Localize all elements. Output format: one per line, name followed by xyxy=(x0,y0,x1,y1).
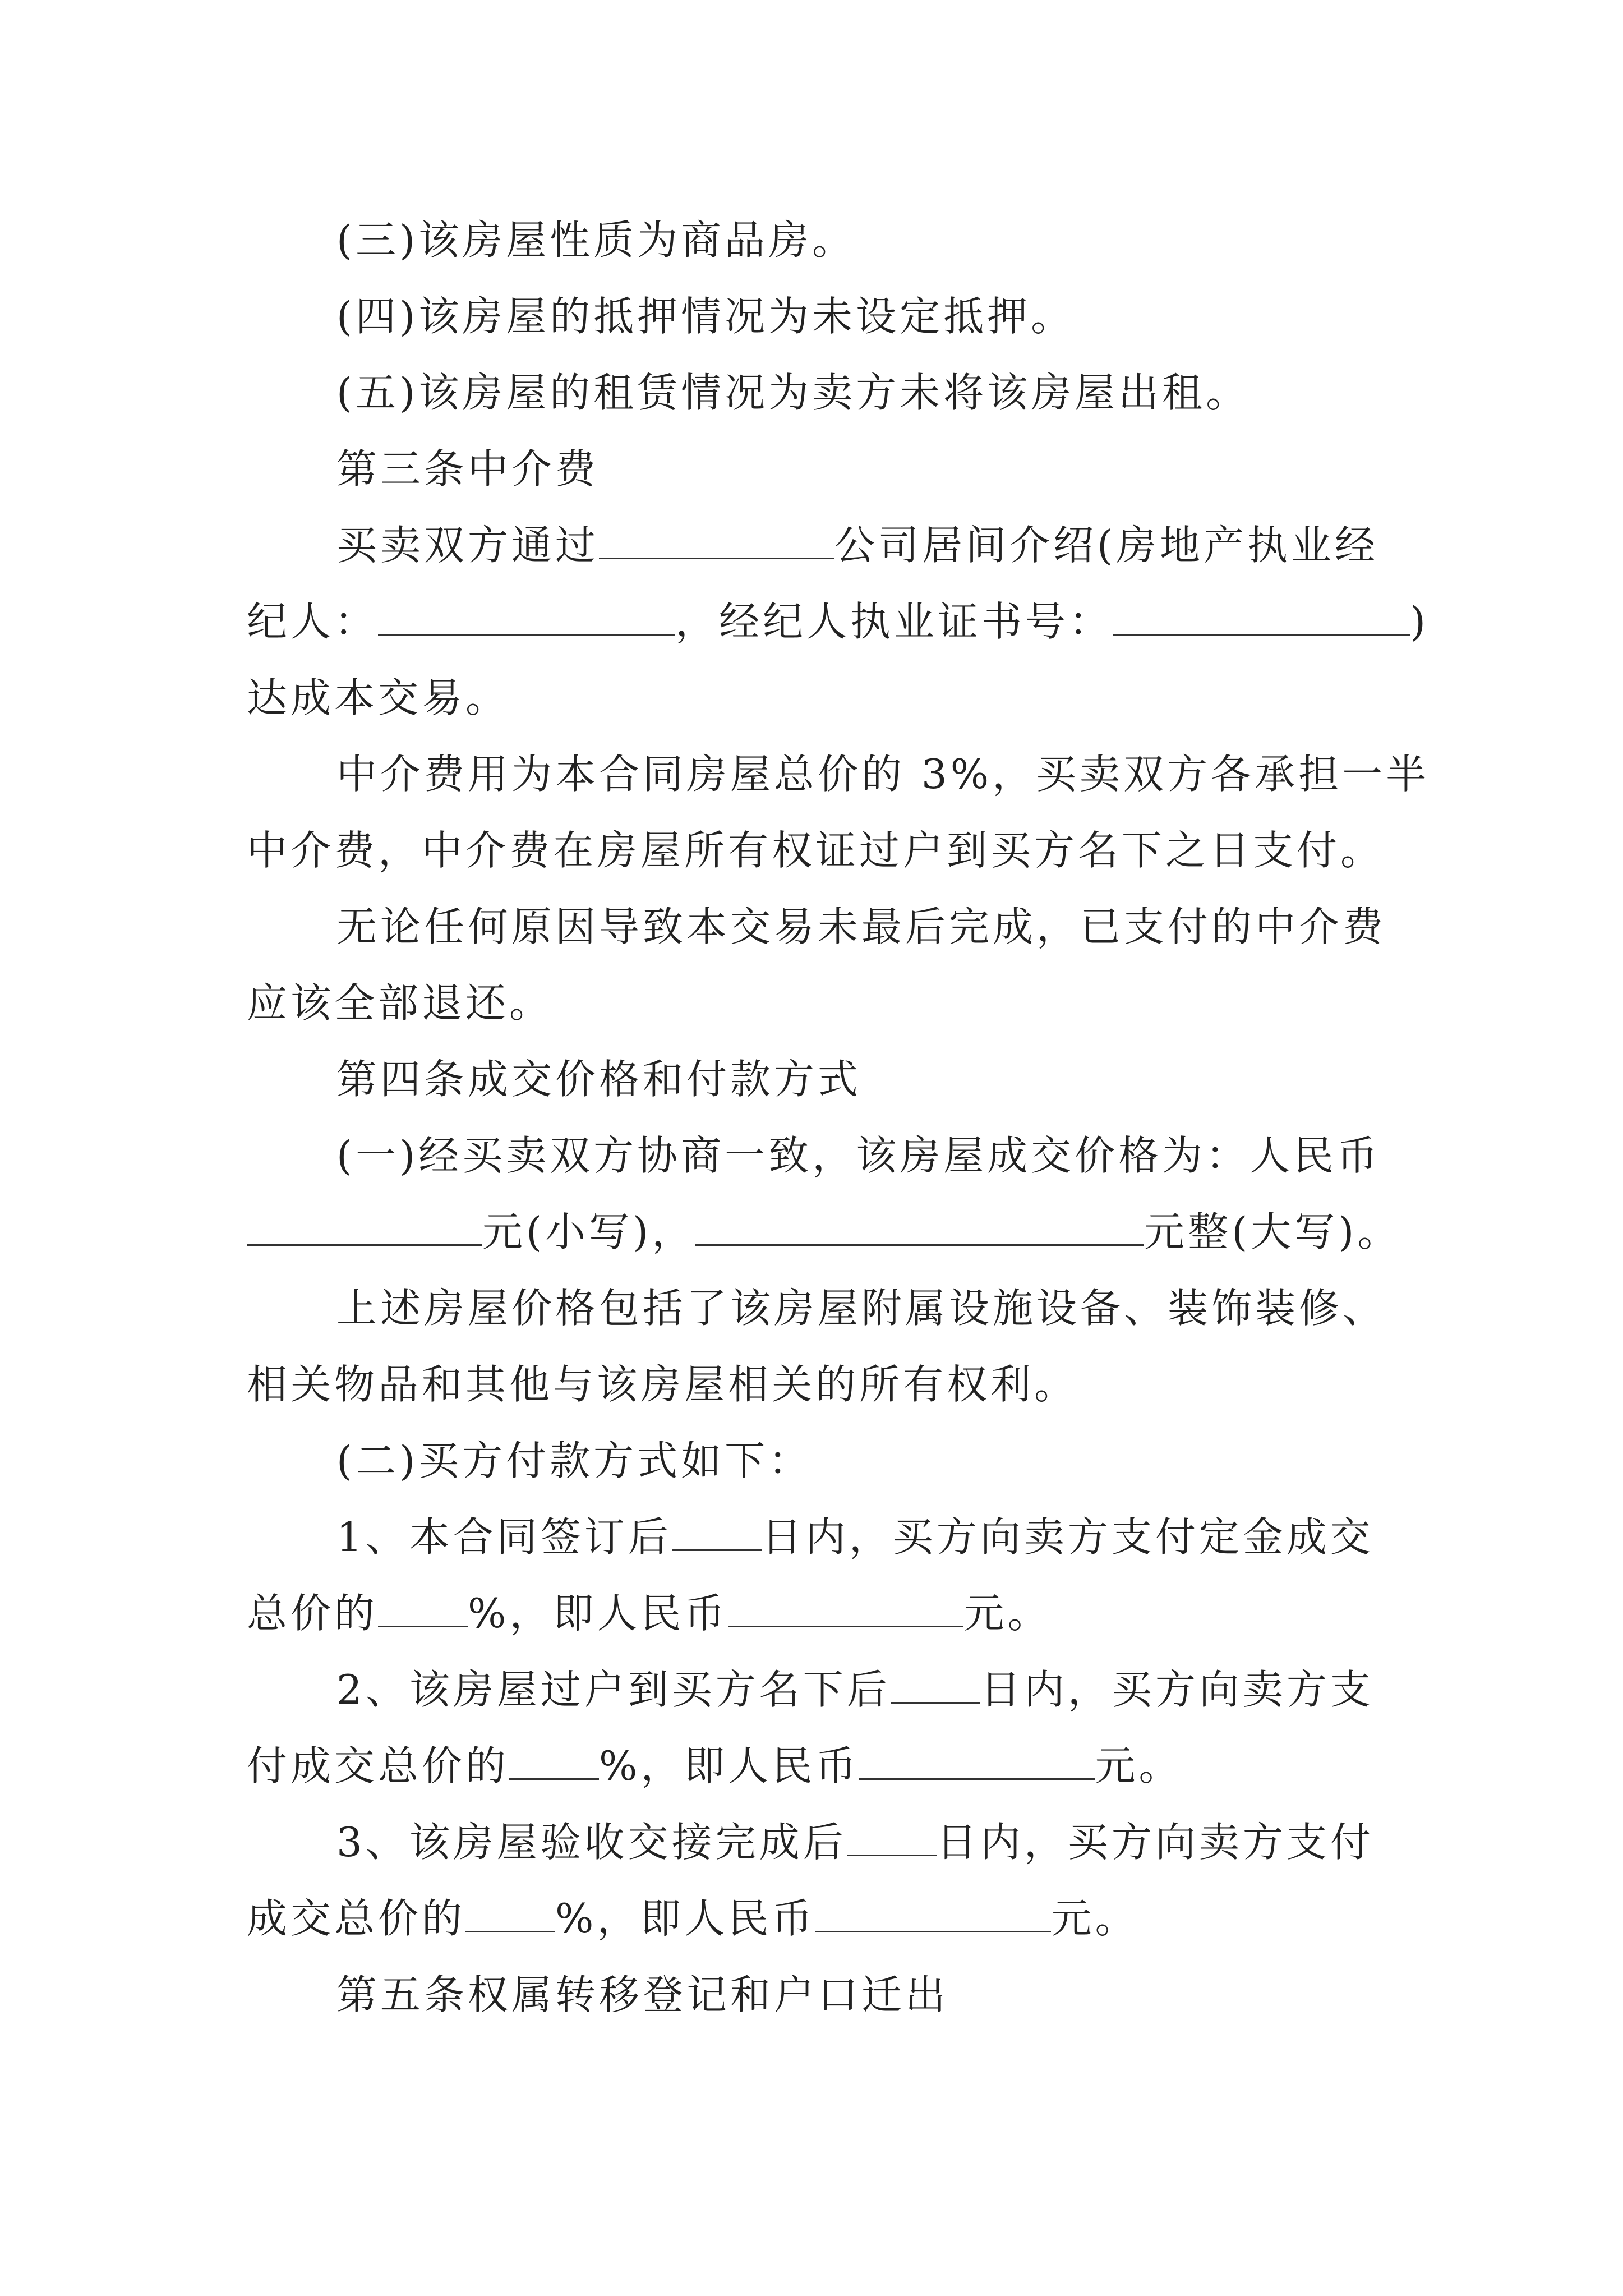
text: (一)经买卖双方协商一致，该房屋成交价格为：人民币 xyxy=(336,1132,1381,1179)
paragraph-price-line-2 xyxy=(247,1194,1447,1270)
paragraph-agency-line-2 xyxy=(247,583,1447,660)
text: %，即人民币 xyxy=(468,1590,728,1637)
text: 1、本合同签订后 xyxy=(336,1513,672,1561)
article-heading: 第三条中介费 xyxy=(336,445,600,493)
text: %，即人民币 xyxy=(555,1895,816,1942)
text: 总价的 xyxy=(247,1590,379,1637)
text: 中介费用为本合同房屋总价的 3%，买卖双方各承担一半 xyxy=(336,751,1430,798)
text: 元。 xyxy=(1095,1742,1183,1789)
text: 买卖双方通过 xyxy=(336,522,600,569)
handover-days-blank[interactable] xyxy=(847,1821,937,1856)
handover-amount-blank[interactable] xyxy=(815,1897,1051,1932)
text: 元。 xyxy=(963,1590,1052,1637)
agency-company-blank[interactable] xyxy=(599,524,834,559)
paragraph-refund-line-2 xyxy=(247,965,1447,1041)
text: 日内，买方向卖方支付定金成交 xyxy=(761,1513,1374,1561)
text: 成交总价的 xyxy=(247,1895,466,1942)
text: 中介费，中介费在房屋所有权证过户到买方名下之日支付。 xyxy=(247,827,1385,874)
text: (四)该房屋的抵押情况为未设定抵押。 xyxy=(336,293,1075,340)
paragraph-price-scope-line-2 xyxy=(247,1346,1447,1423)
transfer-percent-blank[interactable] xyxy=(509,1745,599,1780)
text: (二)买方付款方式如下： xyxy=(336,1437,813,1484)
article-heading: 第五条权属转移登记和户口迁出 xyxy=(336,1971,949,2018)
paragraph-mortgage-status xyxy=(247,278,1447,355)
text: 应该全部退还。 xyxy=(247,979,554,1027)
text: 相关物品和其他与该房屋相关的所有权利。 xyxy=(247,1361,1078,1408)
paragraph-property-nature xyxy=(247,202,1447,278)
text: 元。 xyxy=(1051,1895,1139,1942)
text: 无论任何原因导致本交易未最后完成，已支付的中介费 xyxy=(336,903,1387,950)
paragraph-payment-2-line-2 xyxy=(247,1728,1447,1804)
paragraph-agency-line-3 xyxy=(247,660,1447,736)
paragraph-price-scope-line-1 xyxy=(247,1270,1447,1346)
paragraph-fee-line-1 xyxy=(247,736,1447,812)
text: 公司居间介绍(房地产执业经 xyxy=(834,522,1379,569)
text: 2、该房屋过户到买方名下后 xyxy=(336,1666,891,1713)
text: 日内，买方向卖方支付 xyxy=(936,1819,1374,1866)
heading-article-3 xyxy=(247,431,1447,507)
heading-article-4 xyxy=(247,1041,1447,1117)
price-words-blank[interactable] xyxy=(695,1211,1144,1246)
contract-text xyxy=(247,202,1447,2033)
text: 上述房屋价格包括了该房屋附属设施设备、装饰装修、 xyxy=(336,1285,1387,1332)
deposit-days-blank[interactable] xyxy=(672,1516,762,1551)
text: (三)该房屋性质为商品房。 xyxy=(336,217,856,264)
text: 元整(大写)。 xyxy=(1144,1208,1401,1255)
broker-license-blank[interactable] xyxy=(1113,600,1410,636)
deposit-amount-blank[interactable] xyxy=(728,1592,963,1627)
paragraph-lease-status xyxy=(247,355,1447,431)
paragraph-price-line-1 xyxy=(247,1117,1447,1194)
article-heading: 第四条成交价格和付款方式 xyxy=(336,1056,862,1103)
paragraph-payment-3-line-1 xyxy=(247,1804,1447,1880)
text: ) xyxy=(1410,598,1430,645)
deposit-percent-blank[interactable] xyxy=(378,1592,468,1627)
paragraph-fee-line-2 xyxy=(247,812,1447,889)
text: 3、该房屋验收交接完成后 xyxy=(336,1819,847,1866)
text: %，即人民币 xyxy=(599,1742,860,1789)
text: 达成本交易。 xyxy=(247,674,510,721)
paragraph-agency-line-1 xyxy=(247,507,1447,583)
handover-percent-blank[interactable] xyxy=(465,1897,555,1932)
heading-article-5 xyxy=(247,1957,1447,2033)
text: 日内，买方向卖方支 xyxy=(980,1666,1374,1713)
paragraph-payment-2-line-1 xyxy=(247,1651,1447,1728)
price-numeric-blank[interactable] xyxy=(247,1211,482,1246)
text: 纪人： xyxy=(247,598,379,645)
transfer-days-blank[interactable] xyxy=(891,1668,980,1704)
paragraph-payment-1-line-1 xyxy=(247,1499,1447,1575)
paragraph-refund-line-1 xyxy=(247,889,1447,965)
text: (五)该房屋的租赁情况为卖方未将该房屋出租。 xyxy=(336,369,1250,416)
paragraph-payment-1-line-2 xyxy=(247,1575,1447,1651)
transfer-amount-blank[interactable] xyxy=(859,1745,1095,1780)
text: 付成交总价的 xyxy=(247,1742,510,1789)
paragraph-payment-3-line-2 xyxy=(247,1880,1447,1957)
text: ，经纪人执业证书号： xyxy=(675,598,1113,645)
broker-name-blank[interactable] xyxy=(378,600,675,636)
paragraph-payment-heading xyxy=(247,1423,1447,1499)
text: 元(小写)， xyxy=(482,1208,696,1255)
